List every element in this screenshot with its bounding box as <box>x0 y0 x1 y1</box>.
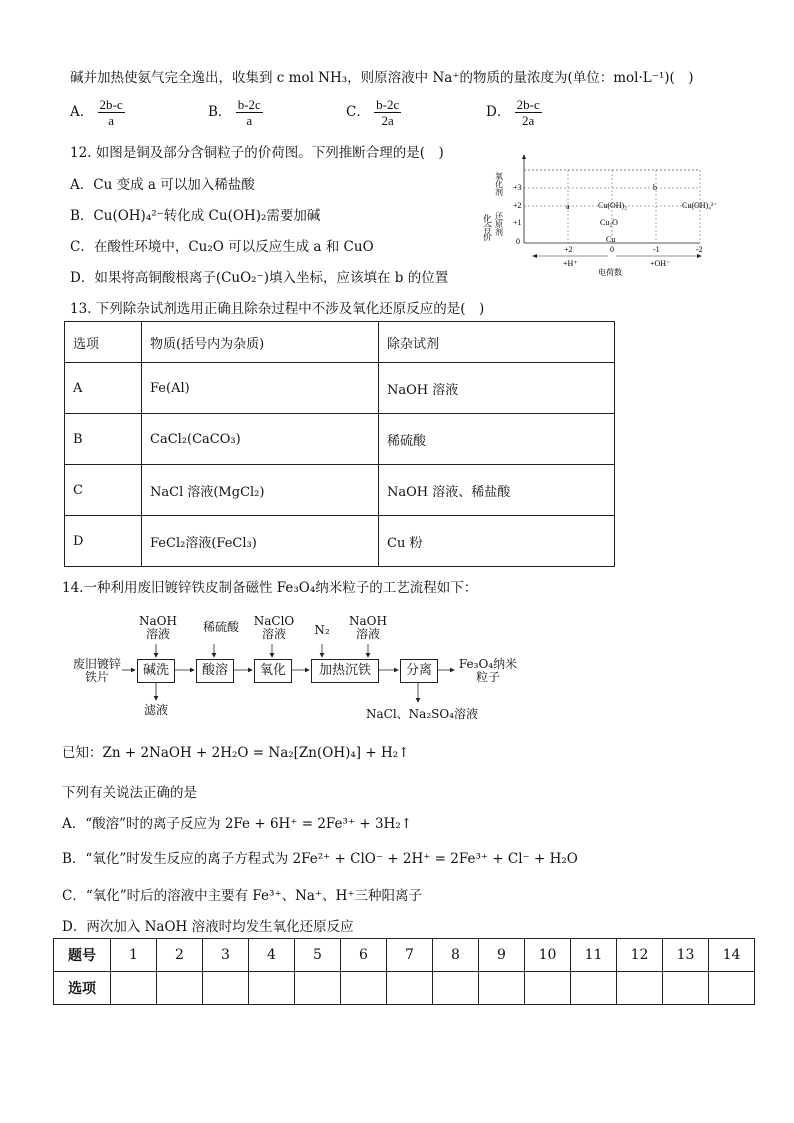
input-label: N₂ <box>314 623 330 637</box>
right-arrow-label: +OH⁻ <box>650 259 671 268</box>
option-letter: B． <box>208 104 232 120</box>
fraction: $\frac{b-2c}{a}$ <box>237 97 261 128</box>
table-cell: CaCl₂(CaCO₃) <box>142 414 379 465</box>
table-cell: D <box>65 516 142 567</box>
row-label: 题号 <box>54 939 111 972</box>
q11-option-b <box>208 97 263 128</box>
x-tick: 0 <box>610 245 614 254</box>
q11-option-d <box>486 97 542 128</box>
question-number: 3 <box>203 939 249 972</box>
question-number: 1 <box>111 939 157 972</box>
fraction: $\frac{b-2c}{2a}$ <box>376 97 400 128</box>
table-row <box>65 465 615 516</box>
question-number: 5 <box>295 939 341 972</box>
point-cu2o: Cu₂O <box>600 218 618 227</box>
q11-stem: 碱并加热使氨气完全逸出，收集到 c mol NH₃，则原溶液中 Na⁺的物质的量浓度为(单位：mol·L⁻¹)( ) <box>70 70 694 86</box>
output-label: 滤液 <box>143 703 168 717</box>
answer-cell[interactable] <box>203 972 249 1005</box>
q12-stem: 12. 如图是铜及部分含铜粒子的价荷图。下列推断合理的是( ) <box>70 145 444 161</box>
step-box: 酸溶 <box>196 659 234 683</box>
input-label: NaOH溶液 <box>349 614 387 641</box>
x-tick: -1 <box>653 245 660 254</box>
q12-option-c: C．在酸性环境中，Cu₂O 可以反应生成 a 和 CuO <box>70 239 374 255</box>
fraction: $\frac{2b-c}{2a}$ <box>516 97 540 128</box>
x-tick: -2 <box>696 245 703 254</box>
answer-cell[interactable] <box>249 972 295 1005</box>
input-label: NaClO溶液 <box>253 614 295 641</box>
table-cell: FeCl₂溶液(FeCl₃) <box>142 516 379 567</box>
left-arrow-label: +H⁺ <box>563 259 578 268</box>
table-cell: NaCl 溶液(MgCl₂) <box>142 465 379 516</box>
input-label: NaOH溶液 <box>139 614 177 641</box>
q13-stem: 13. 下列除杂试剂选用正确且除杂过程中不涉及氧化还原反应的是( ) <box>70 301 485 317</box>
row-label: 选项 <box>54 972 111 1005</box>
table-header-cell: 物质(括号内为杂质) <box>142 322 379 363</box>
table-cell: C <box>65 465 142 516</box>
point-cuoh4: Cu(OH)₄²⁻ <box>682 201 718 210</box>
answer-cell[interactable] <box>341 972 387 1005</box>
table-row <box>65 414 615 465</box>
question-number: 9 <box>479 939 525 972</box>
step-box: 碱洗 <box>137 659 175 683</box>
step-box: 氧化 <box>254 659 292 683</box>
q11-option-a <box>70 97 125 128</box>
product-label: Fe₃O₄纳米粒子 <box>458 657 518 684</box>
answer-choice-row <box>54 972 755 1005</box>
question-number: 8 <box>433 939 479 972</box>
question-number: 13 <box>663 939 709 972</box>
reductant-label: 还原剂 <box>494 212 504 236</box>
q11-option-c <box>346 97 401 128</box>
table-cell: Cu 粉 <box>379 516 615 567</box>
table-cell: 稀硫酸 <box>379 414 615 465</box>
y-tick: +2 <box>513 201 522 210</box>
table-cell: NaOH 溶液 <box>379 363 615 414</box>
step-box: 加热沉铁 <box>311 659 379 683</box>
table-row <box>65 363 615 414</box>
x-axis-label: 电荷数 <box>598 268 622 277</box>
answer-cell[interactable] <box>157 972 203 1005</box>
fraction: $\frac{2b-c}{a}$ <box>99 97 123 128</box>
answer-cell[interactable] <box>295 972 341 1005</box>
q13-table <box>64 321 615 567</box>
point-a: a <box>566 202 570 211</box>
table-cell: B <box>65 414 142 465</box>
q14-known: 已知：Zn + 2NaOH + 2H₂O = Na₂[Zn(OH)₄] + H₂↑ <box>62 745 410 761</box>
point-cuoh2: Cu(OH)₂ <box>598 201 628 210</box>
start-material: 废旧镀锌铁片 <box>72 657 121 684</box>
question-number: 10 <box>525 939 571 972</box>
step-box: 分离 <box>400 659 438 683</box>
point-cu: Cu <box>606 235 616 244</box>
answer-cell[interactable] <box>433 972 479 1005</box>
table-header-cell: 除杂试剂 <box>379 322 615 363</box>
question-number: 2 <box>157 939 203 972</box>
answer-cell[interactable] <box>111 972 157 1005</box>
option-letter: A． <box>70 104 94 120</box>
table-header-row <box>65 322 615 363</box>
output-label: NaCl、Na₂SO₄溶液 <box>365 707 478 721</box>
table-cell: NaOH 溶液、稀盐酸 <box>379 465 615 516</box>
y-axis-label: 化合价 <box>482 214 492 241</box>
point-b: b <box>653 183 657 192</box>
q12-option-a: A．Cu 变成 a 可以加入稀盐酸 <box>70 177 255 193</box>
q14-option-b: B．“氧化”时发生反应的离子方程式为 2Fe²⁺ + ClO⁻ + 2H⁺ = 2Fe³⁺ + Cl⁻ + H₂O <box>62 851 578 867</box>
question-number: 4 <box>249 939 295 972</box>
answer-cell[interactable] <box>617 972 663 1005</box>
answer-table <box>53 938 755 1005</box>
oxidant-label: 氧化剂 <box>494 172 504 196</box>
option-letter: D． <box>486 104 511 120</box>
table-row <box>65 516 615 567</box>
answer-number-row <box>54 939 755 972</box>
question-number: 11 <box>571 939 617 972</box>
table-cell: A <box>65 363 142 414</box>
table-cell: Fe(Al) <box>142 363 379 414</box>
q14-question: 下列有关说法正确的是 <box>62 785 197 801</box>
answer-cell[interactable] <box>709 972 755 1005</box>
answer-cell[interactable] <box>663 972 709 1005</box>
table-header-cell: 选项 <box>65 322 142 363</box>
q14-option-a: A．“酸溶”时的离子反应为 2Fe + 6H⁺ = 2Fe³⁺ + 3H₂↑ <box>62 816 413 832</box>
question-number: 12 <box>617 939 663 972</box>
question-number: 7 <box>387 939 433 972</box>
q14-option-d: D．两次加入 NaOH 溶液时均发生氧化还原反应 <box>62 919 354 935</box>
input-label: 稀硫酸 <box>202 620 239 634</box>
q14-stem: 14.一种利用废旧镀锌铁皮制备磁性 Fe₃O₄纳米粒子的工艺流程如下： <box>62 580 478 596</box>
q12-option-d: D．如果将高铜酸根离子(CuO₂⁻)填入坐标，应该填在 b 的位置 <box>70 270 449 286</box>
flow-arrows <box>120 640 460 710</box>
answer-cell[interactable] <box>387 972 433 1005</box>
y-tick: +1 <box>513 218 522 227</box>
answer-cell[interactable] <box>571 972 617 1005</box>
option-letter: C． <box>346 104 370 120</box>
question-number: 14 <box>709 939 755 972</box>
q14-option-c: C．“氧化”时后的溶液中主要有 Fe³⁺、Na⁺、H⁺三种阳离子 <box>62 888 422 904</box>
answer-cell[interactable] <box>525 972 571 1005</box>
valence-charge-diagram <box>478 152 718 282</box>
y-tick: +3 <box>513 183 522 192</box>
x-tick: +2 <box>564 245 573 254</box>
question-number: 6 <box>341 939 387 972</box>
answer-cell[interactable] <box>479 972 525 1005</box>
q12-option-b: B．Cu(OH)₄²⁻转化成 Cu(OH)₂需要加碱 <box>70 208 321 224</box>
y-tick: 0 <box>516 237 520 246</box>
